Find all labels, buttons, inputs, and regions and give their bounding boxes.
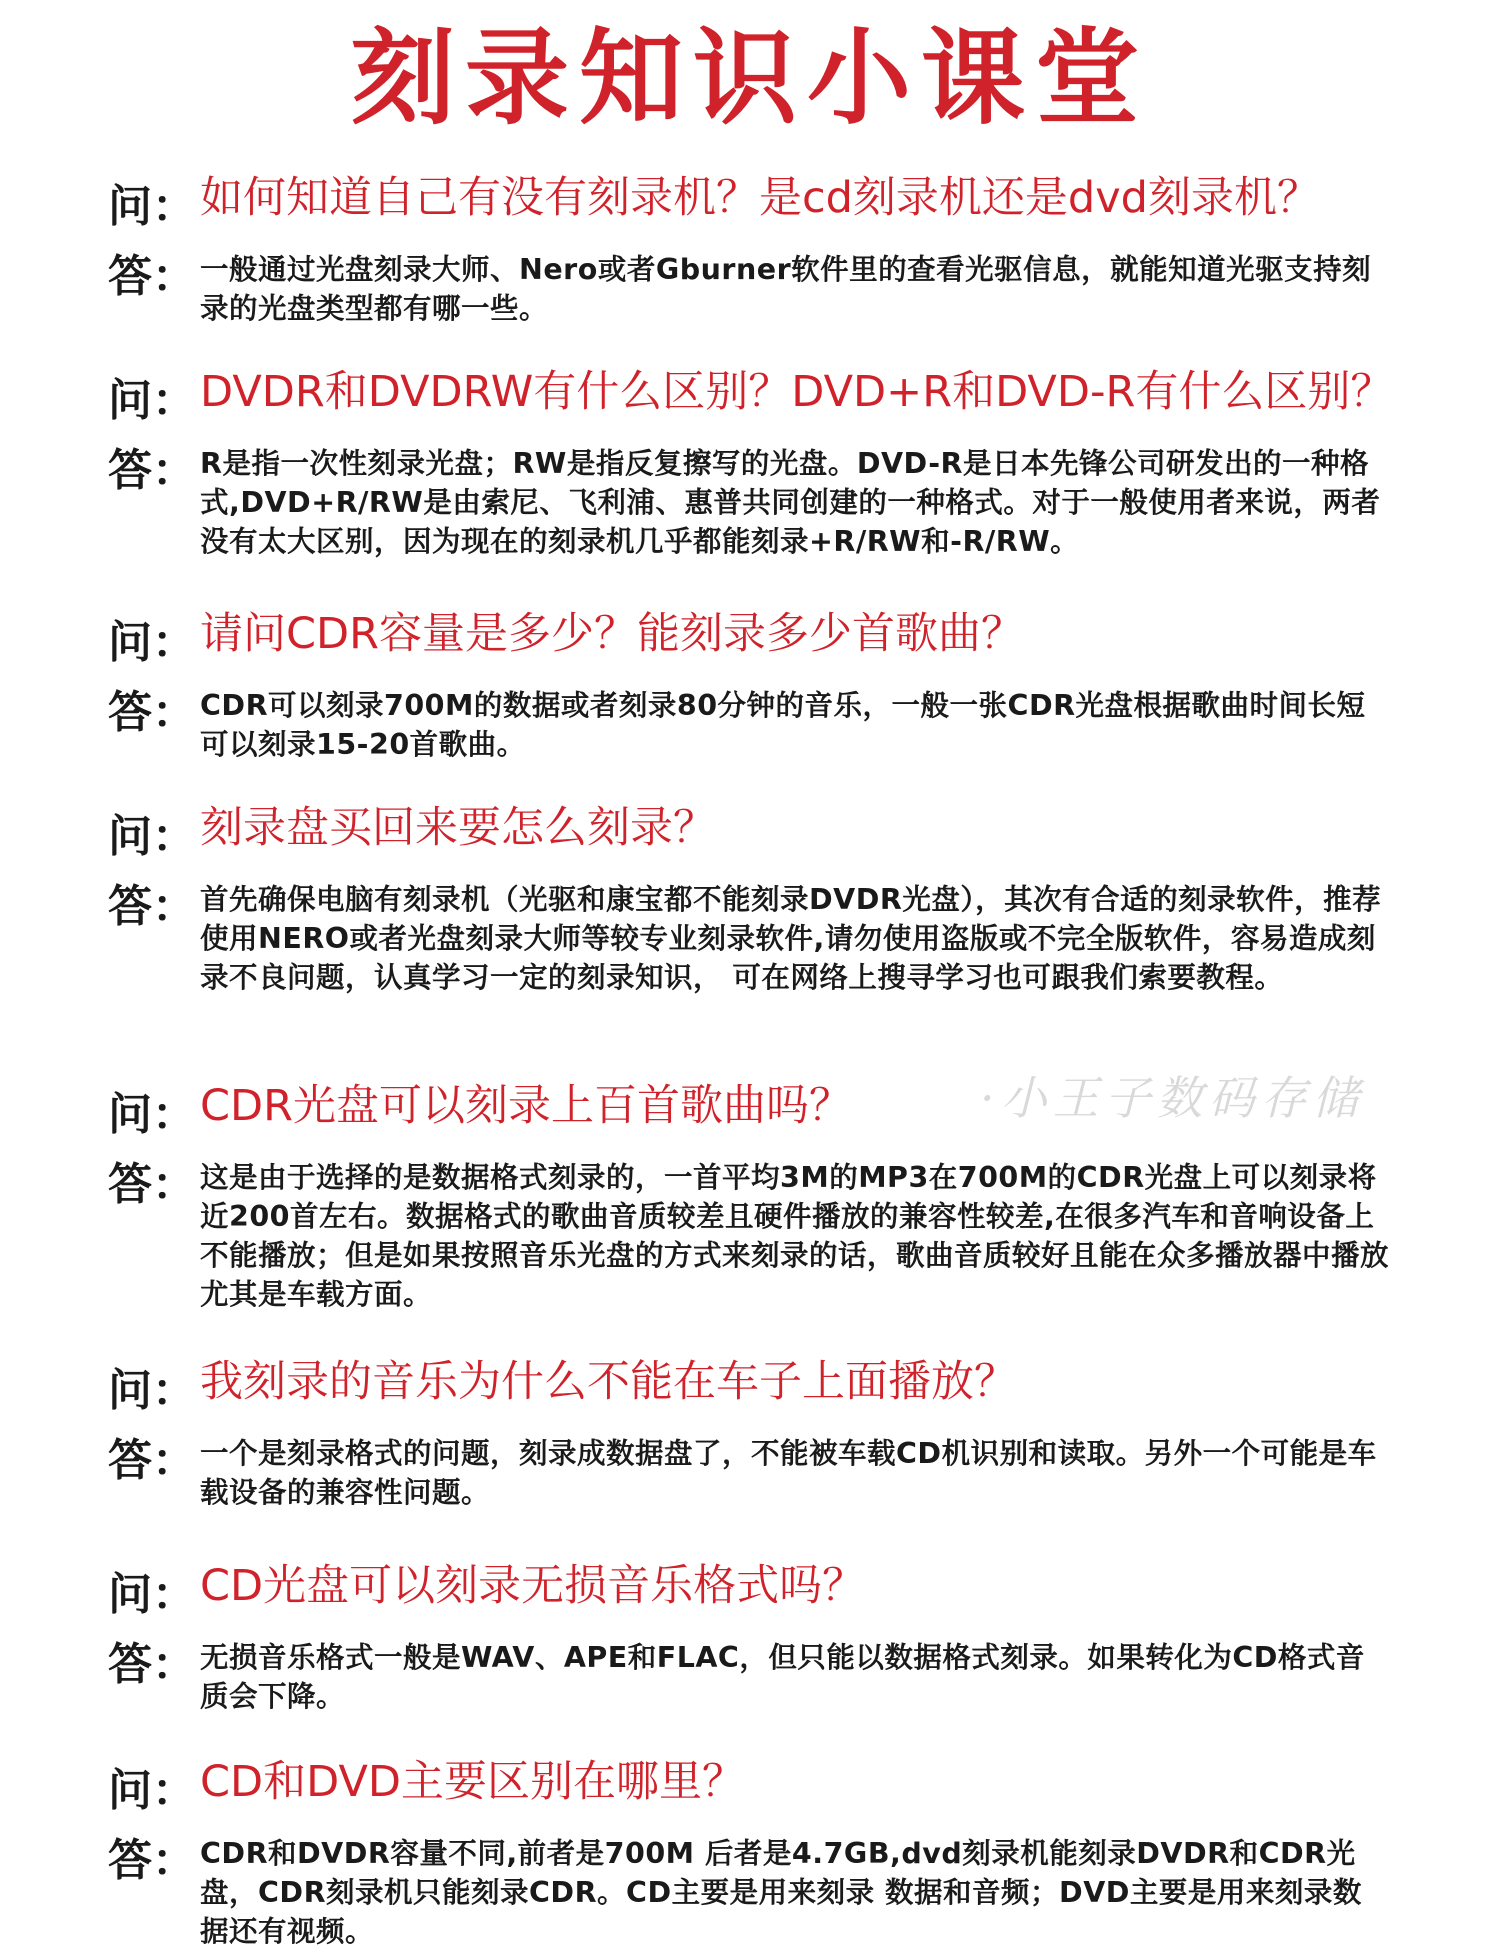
answer-label: 答： <box>108 1435 196 1486</box>
question-label: 问： <box>108 1089 196 1140</box>
qa-item <box>0 1076 1500 1314</box>
question-label: 问： <box>108 811 196 862</box>
question-text: CD和DVD主要区别在哪里？ <box>200 1757 746 1807</box>
question-row <box>0 1556 1500 1620</box>
answer-text: 一般通过光盘刻录大师、Nero或者Gburner软件里的查看光驱信息，就能知道光驱支持刻录的光盘类型都有哪一些。 <box>200 253 1372 325</box>
qa-item <box>0 798 1500 997</box>
question-label: 问： <box>108 1765 196 1816</box>
answer-row <box>0 444 1500 561</box>
question-row <box>0 604 1500 668</box>
question-label: 问： <box>108 1365 196 1416</box>
answer-row <box>0 1638 1500 1716</box>
answer-text: 一个是刻录格式的问题，刻录成数据盘了，不能被车载CD机识别和读取。另外一个可能是车载设备的兼容性问题。 <box>200 1437 1377 1509</box>
question-row <box>0 168 1500 232</box>
page-title: 刻录知识小课堂 <box>350 17 1149 139</box>
answer-label: 答： <box>108 445 196 496</box>
question-text: 如何知道自己有没有刻录机？是cd刻录机还是dvd刻录机？ <box>200 173 1320 223</box>
answer-row <box>0 1834 1500 1951</box>
question-text: 请问CDR容量是多少？能刻录多少首歌曲？ <box>200 609 1025 659</box>
answer-label: 答： <box>108 1835 196 1886</box>
answer-text: R是指一次性刻录光盘；RW是指反复擦写的光盘。DVD-R是日本先锋公司研发出的一种格式,DVD+R/RW是由索尼、飞利浦、惠普共同创建的一种格式。对于一般使用者来说，两者没有太大区别，因为现在的刻录机几乎都能刻录+R/RW和-R/RW。 <box>200 447 1381 558</box>
question-label: 问： <box>108 617 196 668</box>
qa-item <box>0 168 1500 328</box>
answer-text: CDR和DVDR容量不同,前者是700M 后者是4.7GB,dvd刻录机能刻录DVDR和CDR光盘，CDR刻录机只能刻录CDR。CD主要是用来刻录 数据和音频；DVD主要是用来刻录数据还有视频。 <box>200 1837 1362 1948</box>
answer-label: 答： <box>108 687 196 738</box>
answer-label: 答： <box>108 251 196 302</box>
answer-label: 答： <box>108 881 196 932</box>
answer-text: 首先确保电脑有刻录机（光驱和康宝都不能刻录DVDR光盘），其次有合适的刻录软件，推荐使用NERO或者光盘刻录大师等较专业刻录软件,请勿使用盗版或不完全版软件，容易造成刻录不良问题，认真学习一定的刻录知识， 可在网络上搜寻学习也可跟我们索要教程。 <box>200 883 1382 994</box>
qa-item <box>0 362 1500 561</box>
watermark: ·小王子数码存储 <box>980 1071 1365 1125</box>
question-text: CDR光盘可以刻录上百首歌曲吗？ <box>200 1081 853 1131</box>
answer-text: 这是由于选择的是数据格式刻录的，一首平均3M的MP3在700M的CDR光盘上可以刻录将近200首左右。数据格式的歌曲音质较差且硬件播放的兼容性较差,在很多汽车和音响设备上不能播放；但是如果按照音乐光盘的方式来刻录的话，歌曲音质较好且能在众多播放器中播放尤其是车载方面。 <box>200 1161 1390 1311</box>
question-label: 问： <box>108 181 196 232</box>
question-label: 问： <box>108 375 196 426</box>
question-text: 我刻录的音乐为什么不能在车子上面播放？ <box>200 1357 1017 1407</box>
question-row <box>0 1752 1500 1816</box>
answer-label: 答： <box>108 1639 196 1690</box>
question-label: 问： <box>108 1569 196 1620</box>
answer-text: 无损音乐格式一般是WAV、APE和FLAC，但只能以数据格式刻录。如果转化为CD格式音质会下降。 <box>200 1641 1365 1713</box>
answer-row <box>0 250 1500 328</box>
question-text: 刻录盘买回来要怎么刻录？ <box>200 803 716 853</box>
question-row <box>0 798 1500 862</box>
answer-label: 答： <box>108 1159 196 1210</box>
qa-item <box>0 1752 1500 1951</box>
question-row <box>0 362 1500 426</box>
qa-item <box>0 1352 1500 1512</box>
answer-row <box>0 686 1500 764</box>
answer-row <box>0 1158 1500 1314</box>
answer-row <box>0 1434 1500 1512</box>
question-text: CD光盘可以刻录无损音乐格式吗？ <box>200 1561 866 1611</box>
qa-item <box>0 604 1500 764</box>
question-text: DVDR和DVDRW有什么区别？DVD+R和DVD-R有什么区别？ <box>200 367 1394 417</box>
question-row <box>0 1076 1500 1140</box>
answer-text: CDR可以刻录700M的数据或者刻录80分钟的音乐，一般一张CDR光盘根据歌曲时间长短可以刻录15-20首歌曲。 <box>200 689 1366 761</box>
answer-row <box>0 880 1500 997</box>
qa-item <box>0 1556 1500 1716</box>
question-row <box>0 1352 1500 1416</box>
